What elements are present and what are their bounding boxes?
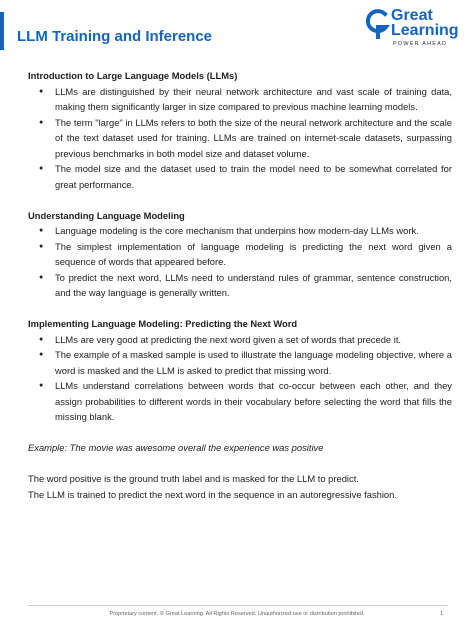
list-item: ● The model size and the dataset used to train the model need to be somewhat correlated for great performance. bbox=[28, 161, 452, 192]
page-title: LLM Training and Inference bbox=[17, 28, 213, 45]
list-item: ● LLMs are very good at predicting the next word given a set of words that precede it. bbox=[28, 332, 452, 348]
list-item: ● The example of a masked sample is used to illustrate the language modeling objective, where a word is masked and the LLM is asked to predict that missing word. bbox=[28, 347, 452, 378]
paragraph: The LLM is trained to predict the next word in the sequence in an autoregressive fashion. bbox=[28, 488, 397, 500]
section-intro-llms bbox=[28, 68, 452, 192]
logo-tagline: POWER AHEAD bbox=[393, 41, 448, 47]
section-language-modeling bbox=[28, 208, 452, 301]
section-heading: Implementing Language Modeling: Predicting the Next Word bbox=[28, 318, 298, 329]
list-item: ● LLMs understand correlations between words that co-occur between each other, and they assign probabilities to different words in their vocabulary before selecting the word that fills the missing blank. bbox=[28, 378, 452, 425]
logo-word-great: Great bbox=[391, 7, 433, 24]
document-body bbox=[28, 68, 452, 502]
list-item: ● The simplest implementation of language modeling is predicting the next word given a sequence of words that appeared before. bbox=[28, 239, 452, 270]
footer-divider bbox=[28, 605, 448, 606]
bullet-list bbox=[28, 84, 452, 193]
list-item: ● The term "large" in LLMs refers to both the size of the neural network architecture and the scale of the text dataset used for training. LLMs are trained on internet-scale datasets, surpassing previous benchmarks in both model size and dataset volume. bbox=[28, 115, 452, 162]
paragraph: The word positive is the ground truth label and is masked for the LLM to predict. bbox=[28, 473, 359, 484]
bullet-list bbox=[28, 223, 452, 301]
section-heading: Understanding Language Modeling bbox=[28, 209, 185, 221]
document-header bbox=[0, 0, 474, 64]
section-heading: Introduction to Large Language Models (LLMs) bbox=[28, 70, 238, 81]
logo-word-learning: Learning bbox=[391, 22, 459, 39]
great-learning-logo bbox=[365, 6, 469, 46]
footer-copyright: Proprietary content. © Great Learning. All Rights Reserved. Unauthorized use or distribution prohibited. bbox=[109, 611, 365, 617]
page-number: 1 bbox=[440, 611, 444, 617]
logo-g-icon bbox=[365, 6, 391, 40]
list-item: ● LLMs are distinguished by their neural network architecture and vast scale of training data, making them significantly larger in size compared to previous machine learning models. bbox=[28, 84, 452, 115]
header-accent-bar bbox=[0, 12, 4, 50]
list-item: ● To predict the next word, LLMs need to understand rules of grammar, sentence construction, and the way language is generally written. bbox=[28, 270, 452, 301]
list-item: ● Language modeling is the core mechanism that underpins how modern-day LLMs work. bbox=[28, 223, 452, 239]
bullet-list bbox=[28, 332, 452, 425]
example-sentence: Example: The movie was awesome overall the experience was positive bbox=[28, 442, 324, 453]
section-predicting-next-word bbox=[28, 316, 452, 425]
